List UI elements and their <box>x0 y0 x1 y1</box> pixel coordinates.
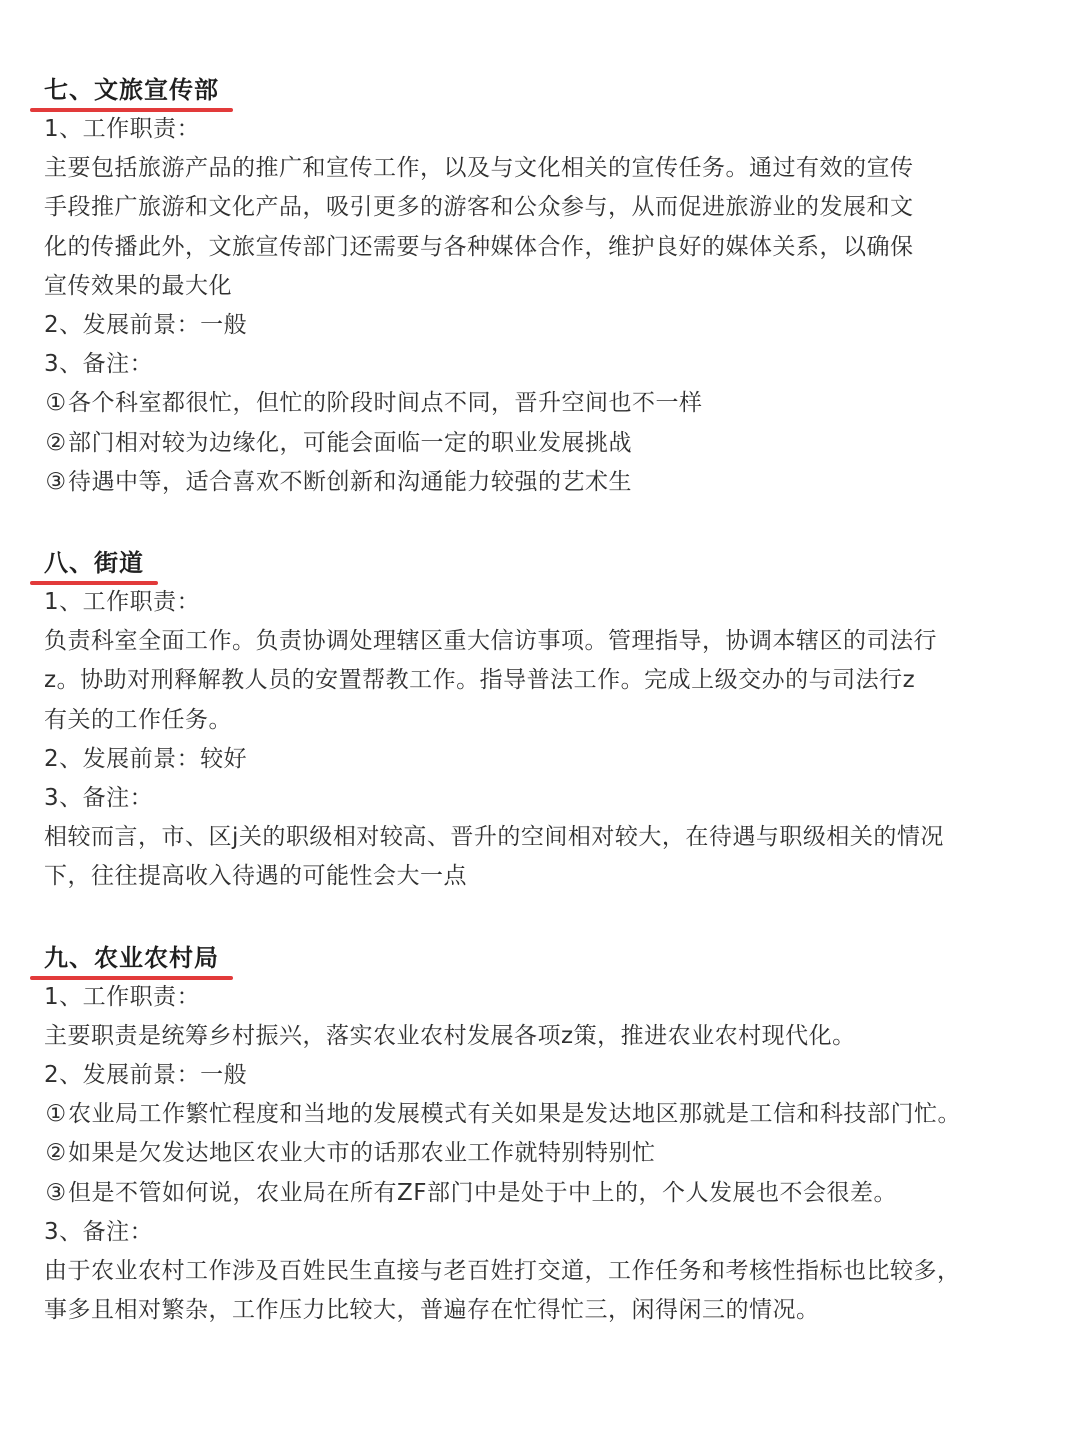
section-agriculture-rural-bureau <box>44 938 1036 1331</box>
prospect-point <box>44 1174 1036 1213</box>
note-text: 部门相对较为边缘化，可能会面临一定的职业发展挑战 <box>68 429 632 456</box>
prospect-line <box>44 740 1036 779</box>
section-subdistrict <box>44 543 1036 897</box>
duty-line: 主要包括旅游产品的推广和宣传工作，以及与文化相关的宣传任务。通过有效的宣传 <box>44 155 914 182</box>
heading-underline <box>30 108 233 112</box>
notes-line: 下，往往提高收入待遇的可能性会大一点 <box>44 863 467 890</box>
section-heading <box>44 70 219 110</box>
point-text: 但是不管如何说，农业局在所有ZF部门中是处于中上的，个人发展也不会很差。 <box>68 1179 897 1206</box>
prospect-value: 较好 <box>200 745 248 772</box>
point-marker: ③ <box>45 1179 67 1206</box>
duty-line: 手段推广旅游和文化产品，吸引更多的游客和公众参与，从而促进旅游业的发展和文 <box>44 194 914 221</box>
point-marker: ① <box>45 1101 67 1128</box>
section-heading-text: 九、农业农村局 <box>44 943 219 972</box>
duty-line: 有关的工作任务。 <box>44 706 232 733</box>
section-heading-text: 八、街道 <box>44 549 144 578</box>
heading-underline <box>30 581 158 585</box>
prospect-point <box>44 1095 1036 1134</box>
duty-line: 宣传效果的最大化 <box>44 272 232 299</box>
duty-label: 1、工作职责： <box>44 589 201 616</box>
prospect-point <box>44 1134 1036 1173</box>
notes-label: 3、备注： <box>44 785 154 812</box>
note-item <box>44 463 1036 502</box>
prospect-label: 2、发展前景： <box>44 1062 201 1089</box>
point-text: 如果是欠发达地区农业大市的话那农业工作就特别特别忙 <box>68 1140 656 1167</box>
notes-label: 3、备注： <box>44 351 154 378</box>
duty-line: 化的传播此外，文旅宣传部门还需要与各种媒体合作，维护良好的媒体关系，以确保 <box>44 233 914 260</box>
prospect-label: 2、发展前景： <box>44 312 201 339</box>
note-marker: ② <box>45 429 67 456</box>
duty-line: z。协助对刑释解教人员的安置帮教工作。指导普法工作。完成上级交办的与司法行z <box>44 667 916 694</box>
notes-label: 3、备注： <box>44 1218 154 1245</box>
note-text: 各个科室都很忙，但忙的阶段时间点不同，晋升空间也不一样 <box>68 390 703 417</box>
heading-underline <box>30 976 233 980</box>
section-heading-text: 七、文旅宣传部 <box>44 76 219 104</box>
duty-label: 1、工作职责： <box>44 983 201 1010</box>
prospect-value: 一般 <box>200 312 248 339</box>
section-culture-tourism <box>44 70 1036 502</box>
note-item <box>44 424 1036 463</box>
notes-line: 由于农业农村工作涉及百姓民生直接与老百姓打交道，工作任务和考核性指标也比较多， <box>44 1258 961 1285</box>
duty-line: 主要职责是统筹乡村振兴，落实农业农村发展各项z策，推进农业农村现代化。 <box>44 1022 856 1049</box>
point-text: 农业局工作繁忙程度和当地的发展模式有关如果是发达地区那就是工信和科技部门忙。 <box>68 1101 961 1128</box>
section-heading <box>44 543 144 583</box>
notes-line: 相较而言，市、区j关的职级相对较高、晋升的空间相对较大，在待遇与职级相关的情况 <box>44 824 944 851</box>
duty-line: 负责科室全面工作。负责协调处理辖区重大信访事项。管理指导，协调本辖区的司法行 <box>44 628 937 655</box>
prospect-line <box>44 306 1036 345</box>
note-item <box>44 384 1036 423</box>
section-heading <box>44 938 219 978</box>
note-marker: ① <box>45 390 67 417</box>
note-marker: ③ <box>45 468 67 495</box>
prospect-line <box>44 1056 1036 1095</box>
duty-label: 1、工作职责： <box>44 116 201 142</box>
point-marker: ② <box>45 1140 67 1167</box>
prospect-label: 2、发展前景： <box>44 745 201 772</box>
notes-line: 事多且相对繁杂，工作压力比较大，普遍存在忙得忙三，闲得闲三的情况。 <box>44 1297 820 1324</box>
prospect-value: 一般 <box>200 1062 248 1089</box>
note-text: 待遇中等，适合喜欢不断创新和沟通能力较强的艺术生 <box>68 468 632 495</box>
